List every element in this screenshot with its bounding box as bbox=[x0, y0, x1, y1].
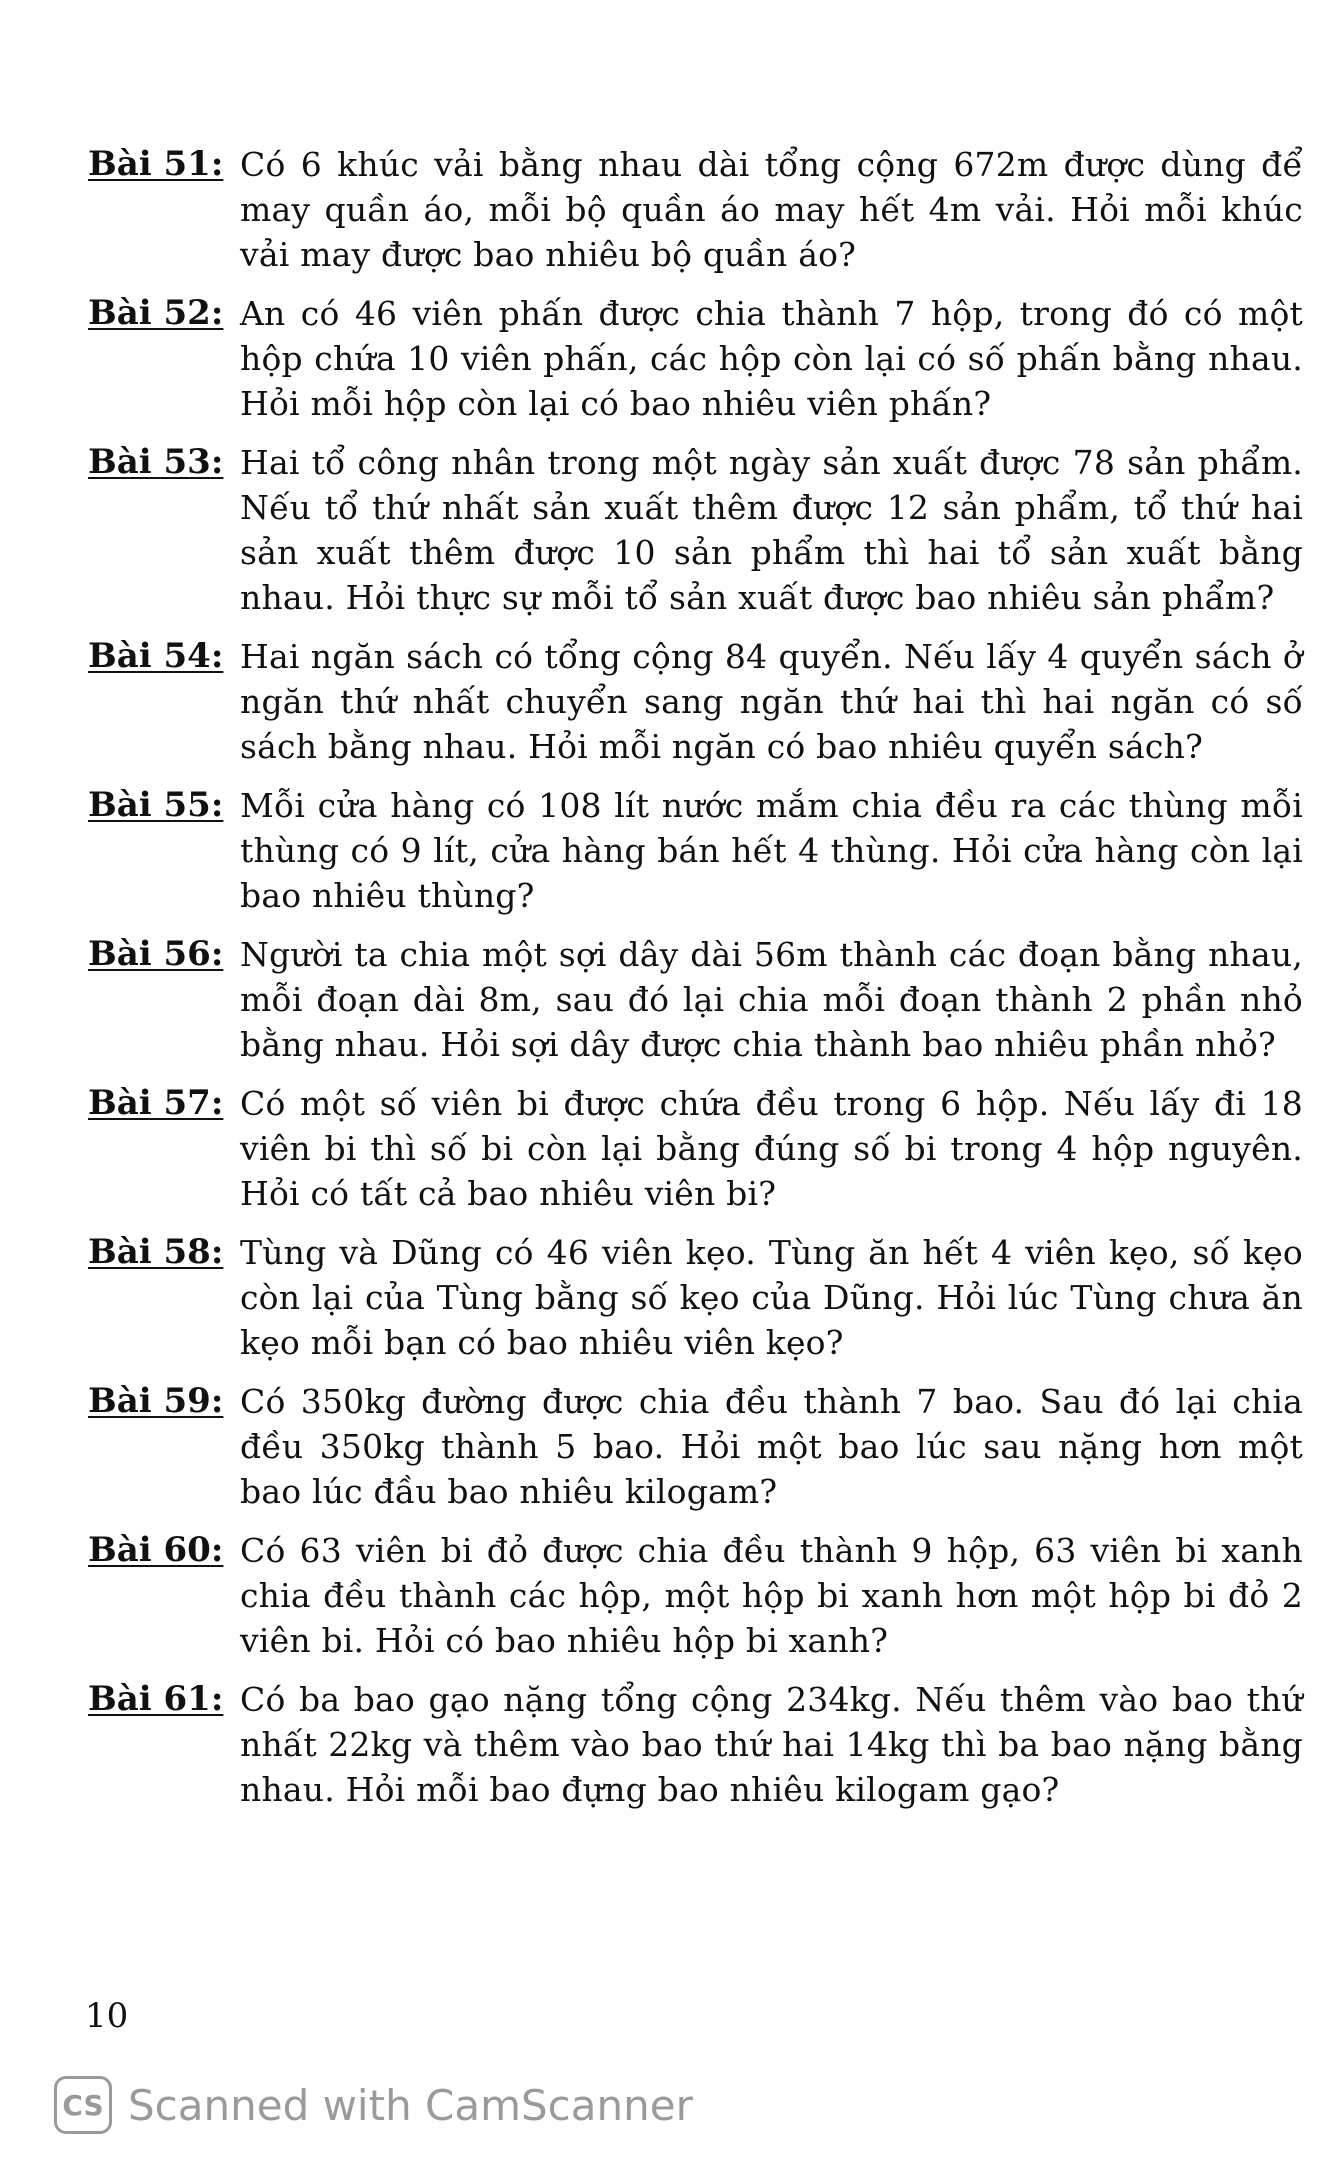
problem-label: Bài 60: bbox=[88, 1530, 224, 1570]
problem-item bbox=[88, 634, 1303, 769]
problem-text: Có 6 khúc vải bằng nhau dài tổng cộng 672m được dùng để may quần áo, mỗi bộ quần áo may hết 4m vải. Hỏi mỗi khúc vải may được bao nhiêu bộ quần áo? bbox=[240, 145, 1303, 274]
problem-text: Người ta chia một sợi dây dài 56m thành các đoạn bằng nhau, mỗi đoạn dài 8m, sau đó lại chia mỗi đoạn thành 2 phần nhỏ bằng nhau. Hỏi sợi dây được chia thành bao nhiêu phần nhỏ? bbox=[240, 935, 1303, 1064]
problem-item bbox=[88, 1379, 1303, 1514]
problem-label: Bài 61: bbox=[88, 1679, 224, 1719]
problem-text: An có 46 viên phấn được chia thành 7 hộp, trong đó có một hộp chứa 10 viên phấn, các hộp còn lại có số phấn bằng nhau. Hỏi mỗi hộp còn lại có bao nhiêu viên phấn? bbox=[240, 294, 1303, 423]
problem-text: Hai tổ công nhân trong một ngày sản xuất được 78 sản phẩm. Nếu tổ thứ nhất sản xuất thêm được 12 sản phẩm, tổ thứ hai sản xuất thêm được 10 sản phẩm thì hai tổ sản xuất bằng nhau. Hỏi thực sự mỗi tổ sản xuất được bao nhiêu sản phẩm? bbox=[240, 443, 1303, 617]
page-number: 10 bbox=[85, 1996, 129, 2036]
problem-item bbox=[88, 783, 1303, 918]
camscanner-watermark bbox=[54, 2076, 693, 2134]
problem-label: Bài 57: bbox=[88, 1083, 224, 1123]
problem-label: Bài 56: bbox=[88, 934, 224, 974]
problem-item bbox=[88, 1528, 1303, 1663]
problem-text: Có 63 viên bi đỏ được chia đều thành 9 hộp, 63 viên bi xanh chia đều thành các hộp, một hộp bi xanh hơn một hộp bi đỏ 2 viên bi. Hỏi có bao nhiêu hộp bi xanh? bbox=[240, 1531, 1303, 1660]
problem-text: Mỗi cửa hàng có 108 lít nước mắm chia đều ra các thùng mỗi thùng có 9 lít, cửa hàng bán hết 4 thùng. Hỏi cửa hàng còn lại bao nhiêu thùng? bbox=[240, 786, 1303, 915]
camscanner-logo-icon: CS bbox=[54, 2076, 112, 2134]
problem-label: Bài 52: bbox=[88, 293, 224, 333]
problem-label: Bài 51: bbox=[88, 144, 224, 184]
problem-item bbox=[88, 1677, 1303, 1812]
problem-list bbox=[88, 142, 1303, 1826]
problem-item bbox=[88, 1081, 1303, 1216]
problem-text: Hai ngăn sách có tổng cộng 84 quyển. Nếu lấy 4 quyển sách ở ngăn thứ nhất chuyển sang ngăn thứ hai thì hai ngăn có số sách bằng nhau. Hỏi mỗi ngăn có bao nhiêu quyển sách? bbox=[240, 637, 1303, 766]
problem-label: Bài 54: bbox=[88, 636, 224, 676]
problem-item bbox=[88, 291, 1303, 426]
problem-text: Tùng và Dũng có 46 viên kẹo. Tùng ăn hết 4 viên kẹo, số kẹo còn lại của Tùng bằng số kẹo của Dũng. Hỏi lúc Tùng chưa ăn kẹo mỗi bạn có bao nhiêu viên kẹo? bbox=[240, 1233, 1303, 1362]
problem-item bbox=[88, 440, 1303, 620]
problem-text: Có ba bao gạo nặng tổng cộng 234kg. Nếu thêm vào bao thứ nhất 22kg và thêm vào bao thứ hai 14kg thì ba bao nặng bằng nhau. Hỏi mỗi bao đựng bao nhiêu kilogam gạo? bbox=[240, 1680, 1303, 1809]
problem-text: Có một số viên bi được chứa đều trong 6 hộp. Nếu lấy đi 18 viên bi thì số bi còn lại bằng đúng số bi trong 4 hộp nguyên. Hỏi có tất cả bao nhiêu viên bi? bbox=[240, 1084, 1303, 1213]
problem-item bbox=[88, 932, 1303, 1067]
problem-label: Bài 59: bbox=[88, 1381, 224, 1421]
problem-label: Bài 55: bbox=[88, 785, 224, 825]
problem-label: Bài 53: bbox=[88, 442, 224, 482]
watermark-text: Scanned with CamScanner bbox=[128, 2080, 693, 2130]
problem-item bbox=[88, 142, 1303, 277]
problem-text: Có 350kg đường được chia đều thành 7 bao. Sau đó lại chia đều 350kg thành 5 bao. Hỏi một bao lúc sau nặng hơn một bao lúc đầu bao nhiêu kilogam? bbox=[240, 1382, 1303, 1511]
problem-item bbox=[88, 1230, 1303, 1365]
problem-label: Bài 58: bbox=[88, 1232, 224, 1272]
